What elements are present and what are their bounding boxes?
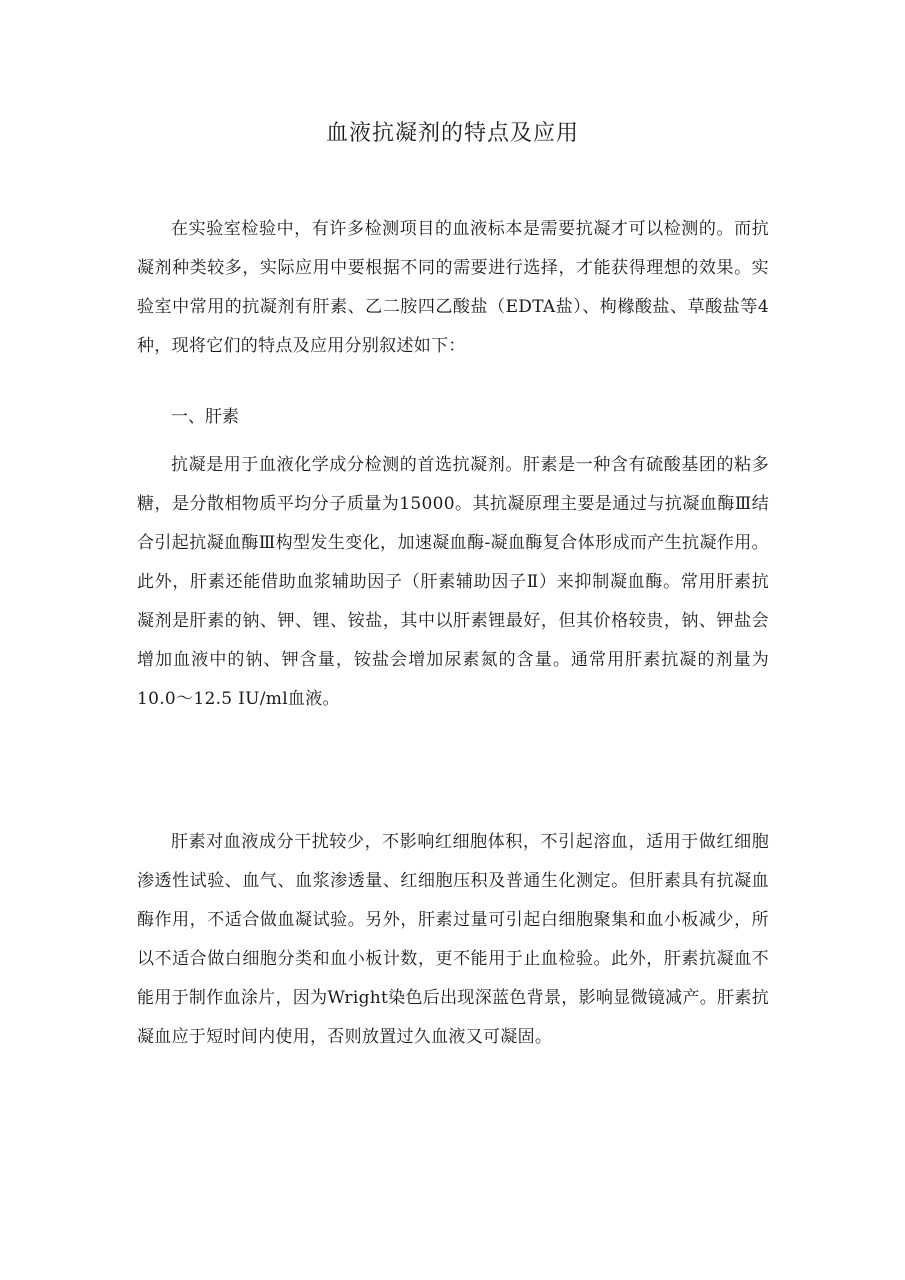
document-title: 血液抗凝剂的特点及应用 bbox=[325, 121, 579, 146]
heparin-paragraph-2: 肝素对血液成分干扰较少，不影响红细胞体积，不引起溶血，适用于做红细胞渗透性试验、血气、血浆渗透量、红细胞压积及普通生化测定。但肝素具有抗凝血酶作用，不适合做血凝试验。另外，肝素过量可引起白细胞聚集和血小板减少，所以不适合做白细胞分类和血小板计数，更不能用于止血检验。此外，肝素抗凝血不能用于制作血涂片，因为Wright染色后出现深蓝色背景，影响显微镜减产。肝素抗凝血应于短时间内使用，否则放置过久血液又可凝固。 bbox=[137, 832, 769, 1047]
heparin-paragraph-1: 抗凝是用于血液化学成分检测的首选抗凝剂。肝素是一种含有硫酸基团的粘多糖，是分散相物质平均分子质量为15000。其抗凝原理主要是通过与抗凝血酶Ⅲ结合引起抗凝血酶Ⅲ构型发生变化，加速凝血酶-凝血酶复合体形成而产生抗凝作用。此外，肝素还能借助血浆辅助因子（肝素辅助因子Ⅱ）来抑制凝血酶。常用肝素抗凝剂是肝素的钠、钾、锂、铵盐，其中以肝素锂最好，但其价格较贵，钠、钾盐会增加血液中的钠、钾含量，铵盐会增加尿素氮的含量。通常用肝素抗凝的剂量为10.0～12.5 IU/ml血液。 bbox=[137, 455, 769, 709]
intro-paragraph: 在实验室检验中，有许多检测项目的血液标本是需要抗凝才可以检测的。而抗凝剂种类较多，实际应用中要根据不同的需要进行选择，才能获得理想的效果。实验室中常用的抗凝剂有肝素、乙二胺四乙酸盐（EDTA盐）、枸橼酸盐、草酸盐等4种，现将它们的特点及应用分别叙述如下： bbox=[137, 219, 769, 356]
section-heading-heparin: 一、肝素 bbox=[171, 407, 239, 427]
